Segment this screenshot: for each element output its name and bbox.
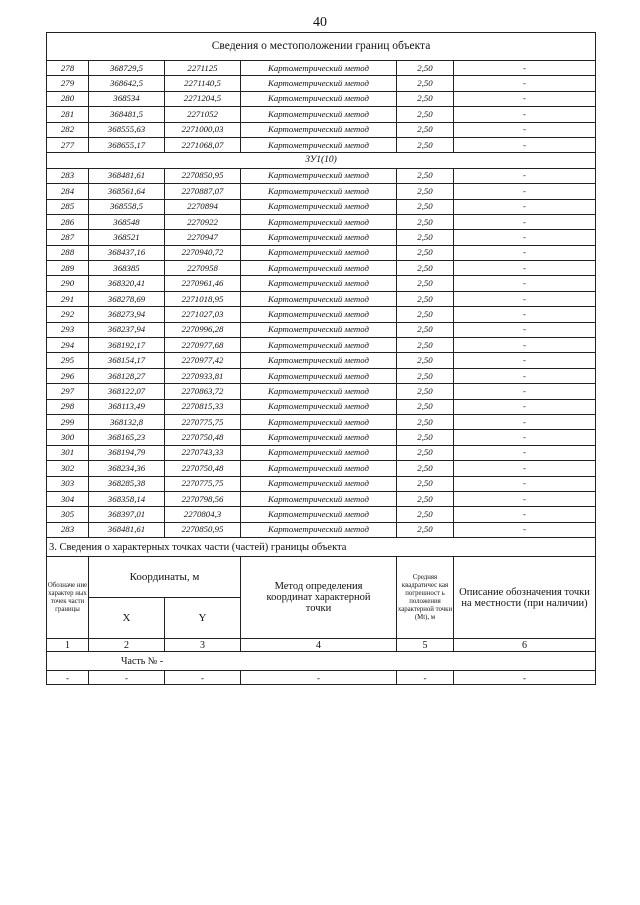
- empty-cell: -: [47, 671, 89, 685]
- coord-x: 368122,07: [89, 384, 165, 399]
- coord-y: 2270804,3: [165, 507, 241, 522]
- coord-y: 2270863,72: [165, 384, 241, 399]
- coord-x: 368234,36: [89, 461, 165, 476]
- table-row: [47, 61, 596, 76]
- method: Картометрический метод: [241, 168, 397, 183]
- point-number: 296: [47, 368, 89, 383]
- method: Картометрический метод: [241, 461, 397, 476]
- point-number: 291: [47, 291, 89, 306]
- table-row: [47, 399, 596, 414]
- table-row: [47, 261, 596, 276]
- mean-error: 2,50: [397, 230, 454, 245]
- point-number: 288: [47, 245, 89, 260]
- description: -: [454, 522, 596, 537]
- point-number: 284: [47, 184, 89, 199]
- mean-error: 2,50: [397, 91, 454, 106]
- boundary-points-table: [46, 32, 596, 538]
- coord-y: 2271027,03: [165, 307, 241, 322]
- mean-error: 2,50: [397, 245, 454, 260]
- coord-x: 368192,17: [89, 338, 165, 353]
- table-row: [47, 76, 596, 91]
- mean-error: 2,50: [397, 261, 454, 276]
- point-number: 299: [47, 414, 89, 429]
- column-number: 4: [241, 639, 397, 652]
- coord-x: 368285,38: [89, 476, 165, 491]
- coord-y: 2271068,07: [165, 137, 241, 152]
- point-number: 295: [47, 353, 89, 368]
- table-row: [47, 291, 596, 306]
- mean-error: 2,50: [397, 491, 454, 506]
- description: -: [454, 214, 596, 229]
- coord-y: 2270743,33: [165, 445, 241, 460]
- table-row: [47, 122, 596, 137]
- table-row: [47, 322, 596, 337]
- table-row: [47, 461, 596, 476]
- mean-error: 2,50: [397, 61, 454, 76]
- page-number: 40: [313, 15, 327, 30]
- empty-cell: -: [454, 671, 596, 685]
- header-designation: Обозначе ние характер ных точек части границы: [47, 557, 89, 639]
- method: Картометрический метод: [241, 445, 397, 460]
- part-row: [47, 652, 596, 671]
- method: Картометрический метод: [241, 122, 397, 137]
- coord-x: 368194,79: [89, 445, 165, 460]
- coord-y: 2270958: [165, 261, 241, 276]
- empty-row: [47, 671, 596, 685]
- method: Картометрический метод: [241, 291, 397, 306]
- coord-x: 368132,8: [89, 414, 165, 429]
- column-number: 5: [397, 639, 454, 652]
- method: Картометрический метод: [241, 230, 397, 245]
- description: -: [454, 184, 596, 199]
- table-row: [47, 353, 596, 368]
- header-mt: Средняя квадратичес кая погрешност ь положения характерной точки (Mt), м: [397, 557, 454, 639]
- section-title: 3. Сведения о характерных точках части (частей) границы объекта: [47, 538, 596, 557]
- table-row: [47, 338, 596, 353]
- method: Картометрический метод: [241, 76, 397, 91]
- method: Картометрический метод: [241, 199, 397, 214]
- description: -: [454, 399, 596, 414]
- method: Картометрический метод: [241, 137, 397, 152]
- description: -: [454, 322, 596, 337]
- coord-y: 2270750,48: [165, 461, 241, 476]
- method: Картометрический метод: [241, 430, 397, 445]
- column-number: 6: [454, 639, 596, 652]
- empty-cell: -: [241, 671, 397, 685]
- header-row: [47, 557, 596, 598]
- point-number: 282: [47, 122, 89, 137]
- table-row: [47, 107, 596, 122]
- method: Картометрический метод: [241, 184, 397, 199]
- coord-x: 368548: [89, 214, 165, 229]
- point-number: 283: [47, 522, 89, 537]
- coord-y: 2270922: [165, 214, 241, 229]
- coord-x: 368128,27: [89, 368, 165, 383]
- coord-x: 368320,41: [89, 276, 165, 291]
- section-row: [47, 538, 596, 557]
- coord-y: 2271052: [165, 107, 241, 122]
- description: -: [454, 445, 596, 460]
- method: Картометрический метод: [241, 91, 397, 106]
- description: -: [454, 107, 596, 122]
- table-row: [47, 91, 596, 106]
- point-number: 294: [47, 338, 89, 353]
- coord-y: 2270977,42: [165, 353, 241, 368]
- point-number: 292: [47, 307, 89, 322]
- description: -: [454, 122, 596, 137]
- coord-x: 368558,5: [89, 199, 165, 214]
- header-x: X: [89, 598, 165, 639]
- coord-x: 368385: [89, 261, 165, 276]
- description: -: [454, 384, 596, 399]
- coord-x: 368165,23: [89, 430, 165, 445]
- point-number: 302: [47, 461, 89, 476]
- table-row: [47, 230, 596, 245]
- coord-y: 2270977,68: [165, 338, 241, 353]
- mean-error: 2,50: [397, 445, 454, 460]
- point-number: 300: [47, 430, 89, 445]
- method: Картометрический метод: [241, 522, 397, 537]
- coord-y: 2270815,33: [165, 399, 241, 414]
- point-number: 293: [47, 322, 89, 337]
- point-number: 283: [47, 168, 89, 183]
- coord-y: 2270887,07: [165, 184, 241, 199]
- table-row: [47, 245, 596, 260]
- mean-error: 2,50: [397, 291, 454, 306]
- coord-y: 2270940,72: [165, 245, 241, 260]
- table-row: [47, 276, 596, 291]
- coord-x: 368561,64: [89, 184, 165, 199]
- method: Картометрический метод: [241, 338, 397, 353]
- method: Картометрический метод: [241, 399, 397, 414]
- coord-y: 2270850,95: [165, 168, 241, 183]
- description: -: [454, 491, 596, 506]
- coord-x: 368397,01: [89, 507, 165, 522]
- description: -: [454, 137, 596, 152]
- table-row: [47, 507, 596, 522]
- mean-error: 2,50: [397, 399, 454, 414]
- description: -: [454, 61, 596, 76]
- mean-error: 2,50: [397, 184, 454, 199]
- method: Картометрический метод: [241, 214, 397, 229]
- point-number: 298: [47, 399, 89, 414]
- description: -: [454, 291, 596, 306]
- coord-x: 368154,17: [89, 353, 165, 368]
- coord-y: 2271204,5: [165, 91, 241, 106]
- method: Картометрический метод: [241, 245, 397, 260]
- coord-x: 368481,61: [89, 168, 165, 183]
- coord-x: 368278,69: [89, 291, 165, 306]
- description: -: [454, 430, 596, 445]
- point-number: 289: [47, 261, 89, 276]
- method: Картометрический метод: [241, 507, 397, 522]
- column-number: 2: [89, 639, 165, 652]
- table-row: [47, 491, 596, 506]
- table-row: [47, 430, 596, 445]
- description: -: [454, 245, 596, 260]
- point-number: 281: [47, 107, 89, 122]
- method: Картометрический метод: [241, 414, 397, 429]
- table-row: [47, 384, 596, 399]
- mean-error: 2,50: [397, 476, 454, 491]
- coord-x: 368729,5: [89, 61, 165, 76]
- mean-error: 2,50: [397, 307, 454, 322]
- coord-y: 2270775,75: [165, 414, 241, 429]
- mean-error: 2,50: [397, 214, 454, 229]
- description: -: [454, 461, 596, 476]
- coord-x: 368113,49: [89, 399, 165, 414]
- description: -: [454, 414, 596, 429]
- table-title: Сведения о местоположении границ объекта: [47, 33, 596, 61]
- mean-error: 2,50: [397, 276, 454, 291]
- coord-y: 2270798,56: [165, 491, 241, 506]
- description: -: [454, 338, 596, 353]
- coord-y: 2270996,28: [165, 322, 241, 337]
- table-row: [47, 368, 596, 383]
- method: Картометрический метод: [241, 491, 397, 506]
- point-number: 287: [47, 230, 89, 245]
- table-row: [47, 414, 596, 429]
- table-title-row: [47, 33, 596, 61]
- coord-y: 2270961,46: [165, 276, 241, 291]
- mean-error: 2,50: [397, 368, 454, 383]
- description: -: [454, 276, 596, 291]
- point-number: 285: [47, 199, 89, 214]
- mean-error: 2,50: [397, 122, 454, 137]
- point-number: 279: [47, 76, 89, 91]
- table-row: [47, 476, 596, 491]
- description: -: [454, 261, 596, 276]
- point-number: 297: [47, 384, 89, 399]
- description: -: [454, 368, 596, 383]
- point-number: 277: [47, 137, 89, 152]
- coord-y: 2270894: [165, 199, 241, 214]
- method: Картометрический метод: [241, 353, 397, 368]
- table-row: [47, 199, 596, 214]
- mean-error: 2,50: [397, 199, 454, 214]
- coord-x: 368655,17: [89, 137, 165, 152]
- coord-x: 368481,61: [89, 522, 165, 537]
- table-row: [47, 214, 596, 229]
- point-number: 303: [47, 476, 89, 491]
- coord-x: 368437,16: [89, 245, 165, 260]
- table-row: [47, 184, 596, 199]
- coord-x: 368642,5: [89, 76, 165, 91]
- coord-y: 2270850,95: [165, 522, 241, 537]
- description: -: [454, 353, 596, 368]
- description: -: [454, 476, 596, 491]
- method: Картометрический метод: [241, 107, 397, 122]
- mean-error: 2,50: [397, 353, 454, 368]
- column-number: 3: [165, 639, 241, 652]
- coord-x: 368521: [89, 230, 165, 245]
- mean-error: 2,50: [397, 522, 454, 537]
- coord-x: 368237,94: [89, 322, 165, 337]
- mean-error: 2,50: [397, 338, 454, 353]
- empty-cell: -: [165, 671, 241, 685]
- coord-y: 2270750,48: [165, 430, 241, 445]
- header-description: Описание обозначения точки на местности (при наличии): [454, 557, 596, 639]
- method: Картометрический метод: [241, 384, 397, 399]
- method: Картометрический метод: [241, 307, 397, 322]
- column-numbers-row: [47, 639, 596, 652]
- column-number: 1: [47, 639, 89, 652]
- mean-error: 2,50: [397, 461, 454, 476]
- point-number: 278: [47, 61, 89, 76]
- point-number: 280: [47, 91, 89, 106]
- coord-y: 2271000,03: [165, 122, 241, 137]
- document-body: [46, 32, 595, 685]
- header-y: Y: [165, 598, 241, 639]
- coord-x: 368555,63: [89, 122, 165, 137]
- description: -: [454, 199, 596, 214]
- coord-y: 2271140,5: [165, 76, 241, 91]
- mean-error: 2,50: [397, 322, 454, 337]
- point-number: 301: [47, 445, 89, 460]
- empty-cell: -: [89, 671, 165, 685]
- subheading-row: [47, 153, 596, 168]
- coord-x: 368273,94: [89, 307, 165, 322]
- coord-y: 2270947: [165, 230, 241, 245]
- table-row: [47, 522, 596, 537]
- point-number: 305: [47, 507, 89, 522]
- description: -: [454, 91, 596, 106]
- table-row: [47, 137, 596, 152]
- mean-error: 2,50: [397, 430, 454, 445]
- mean-error: 2,50: [397, 76, 454, 91]
- description: -: [454, 230, 596, 245]
- empty-cell: -: [397, 671, 454, 685]
- table-row: [47, 168, 596, 183]
- method: Картометрический метод: [241, 261, 397, 276]
- header-coords: Координаты, м: [89, 557, 241, 598]
- point-number: 286: [47, 214, 89, 229]
- mean-error: 2,50: [397, 384, 454, 399]
- description: -: [454, 76, 596, 91]
- coord-y: 2271125: [165, 61, 241, 76]
- table-row: [47, 445, 596, 460]
- coord-x: 368534: [89, 91, 165, 106]
- mean-error: 2,50: [397, 137, 454, 152]
- description: -: [454, 507, 596, 522]
- method: Картометрический метод: [241, 476, 397, 491]
- description: -: [454, 168, 596, 183]
- method: Картометрический метод: [241, 368, 397, 383]
- coord-y: 2270775,75: [165, 476, 241, 491]
- point-number: 304: [47, 491, 89, 506]
- mean-error: 2,50: [397, 107, 454, 122]
- method: Картометрический метод: [241, 61, 397, 76]
- coord-y: 2271018,95: [165, 291, 241, 306]
- description: -: [454, 307, 596, 322]
- table-row: [47, 307, 596, 322]
- point-number: 290: [47, 276, 89, 291]
- part-points-table: [46, 538, 596, 685]
- coord-x: 368481,5: [89, 107, 165, 122]
- part-label: Часть № -: [47, 652, 596, 671]
- method: Картометрический метод: [241, 322, 397, 337]
- header-method: Метод определения координат характерной точки: [241, 557, 397, 639]
- method: Картометрический метод: [241, 276, 397, 291]
- mean-error: 2,50: [397, 414, 454, 429]
- subheading: ЗУ1(10): [47, 153, 596, 168]
- mean-error: 2,50: [397, 507, 454, 522]
- coord-y: 2270933,81: [165, 368, 241, 383]
- mean-error: 2,50: [397, 168, 454, 183]
- coord-x: 368358,14: [89, 491, 165, 506]
